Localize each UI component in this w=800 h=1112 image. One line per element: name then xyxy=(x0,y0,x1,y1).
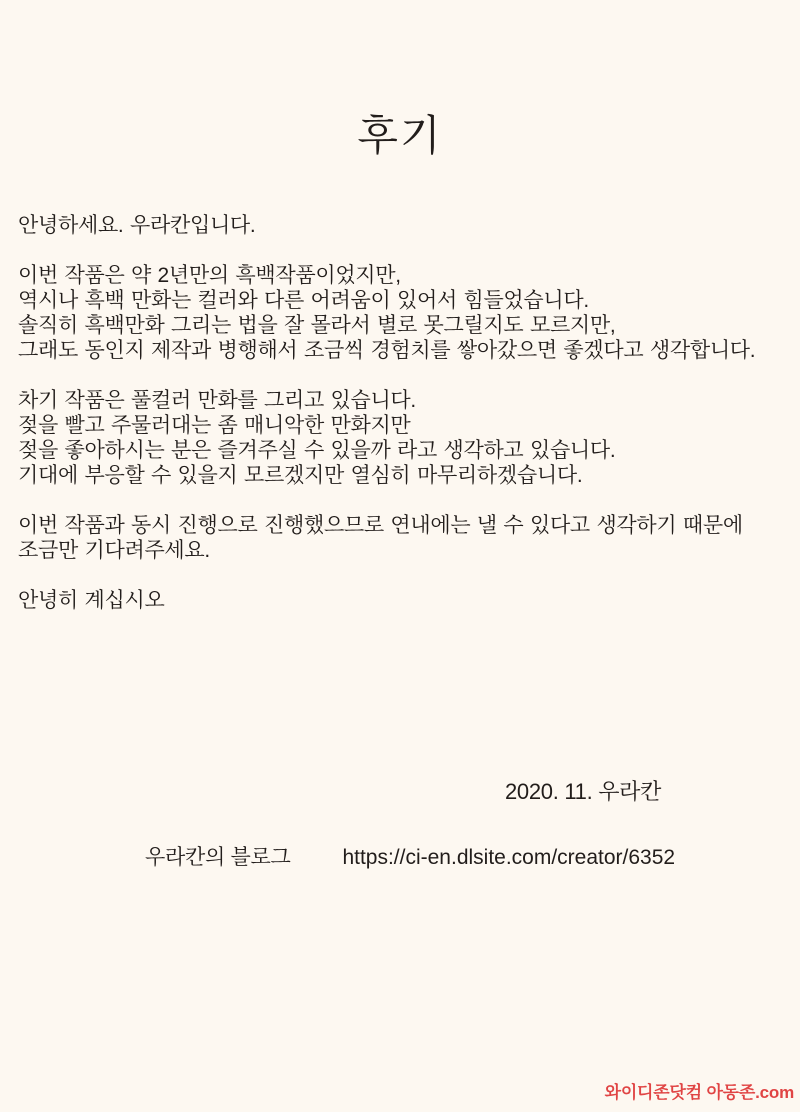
body-line: 안녕히 계십시오 xyxy=(18,589,165,612)
body-line: 그래도 동인지 제작과 병행해서 조금씩 경험치를 쌓아갔으면 좋겠다고 생각합니다. xyxy=(18,339,756,362)
signature-date-author: 2020. 11. 우라칸 xyxy=(505,779,662,804)
body-line: 기대에 부응할 수 있을지 모르겠지만 열심히 마무리하겠습니다. xyxy=(18,464,583,487)
body-line: 젖을 좋아하시는 분은 즐겨주실 수 있을까 라고 생각하고 있습니다. xyxy=(18,439,616,462)
body-line: 이번 작품과 동시 진행으로 진행했으므로 연내에는 낼 수 있다고 생각하기 때문에 xyxy=(18,514,743,537)
paragraph xyxy=(18,213,796,238)
blog-row xyxy=(145,845,675,871)
blog-label: 우라칸의 블로그 xyxy=(145,846,291,869)
paragraph xyxy=(18,388,796,488)
page-title: 후기 xyxy=(357,112,443,159)
watermark-site-text: 와이디존닷컴 아동존.com xyxy=(604,1083,794,1102)
body-line: 젖을 빨고 주물러대는 좀 매니악한 만화지만 xyxy=(18,414,411,437)
body-line: 안녕하세요. 우라칸입니다. xyxy=(18,214,256,237)
body-line: 이번 작품은 약 2년만의 흑백작품이었지만, xyxy=(18,264,401,287)
paragraph xyxy=(18,588,796,613)
blog-url: https://ci-en.dlsite.com/creator/6352 xyxy=(342,846,676,869)
paragraph xyxy=(18,263,796,363)
body-line: 역시나 흑백 만화는 컬러와 다른 어려움이 있어서 힘들었습니다. xyxy=(18,289,589,312)
afterword-body xyxy=(18,213,796,613)
body-line: 솔직히 흑백만화 그리는 법을 잘 몰라서 별로 못그릴지도 모르지만, xyxy=(18,314,616,337)
body-line: 차기 작품은 풀컬러 만화를 그리고 있습니다. xyxy=(18,389,416,412)
paragraph xyxy=(18,513,796,563)
body-line: 조금만 기다려주세요. xyxy=(18,539,210,562)
